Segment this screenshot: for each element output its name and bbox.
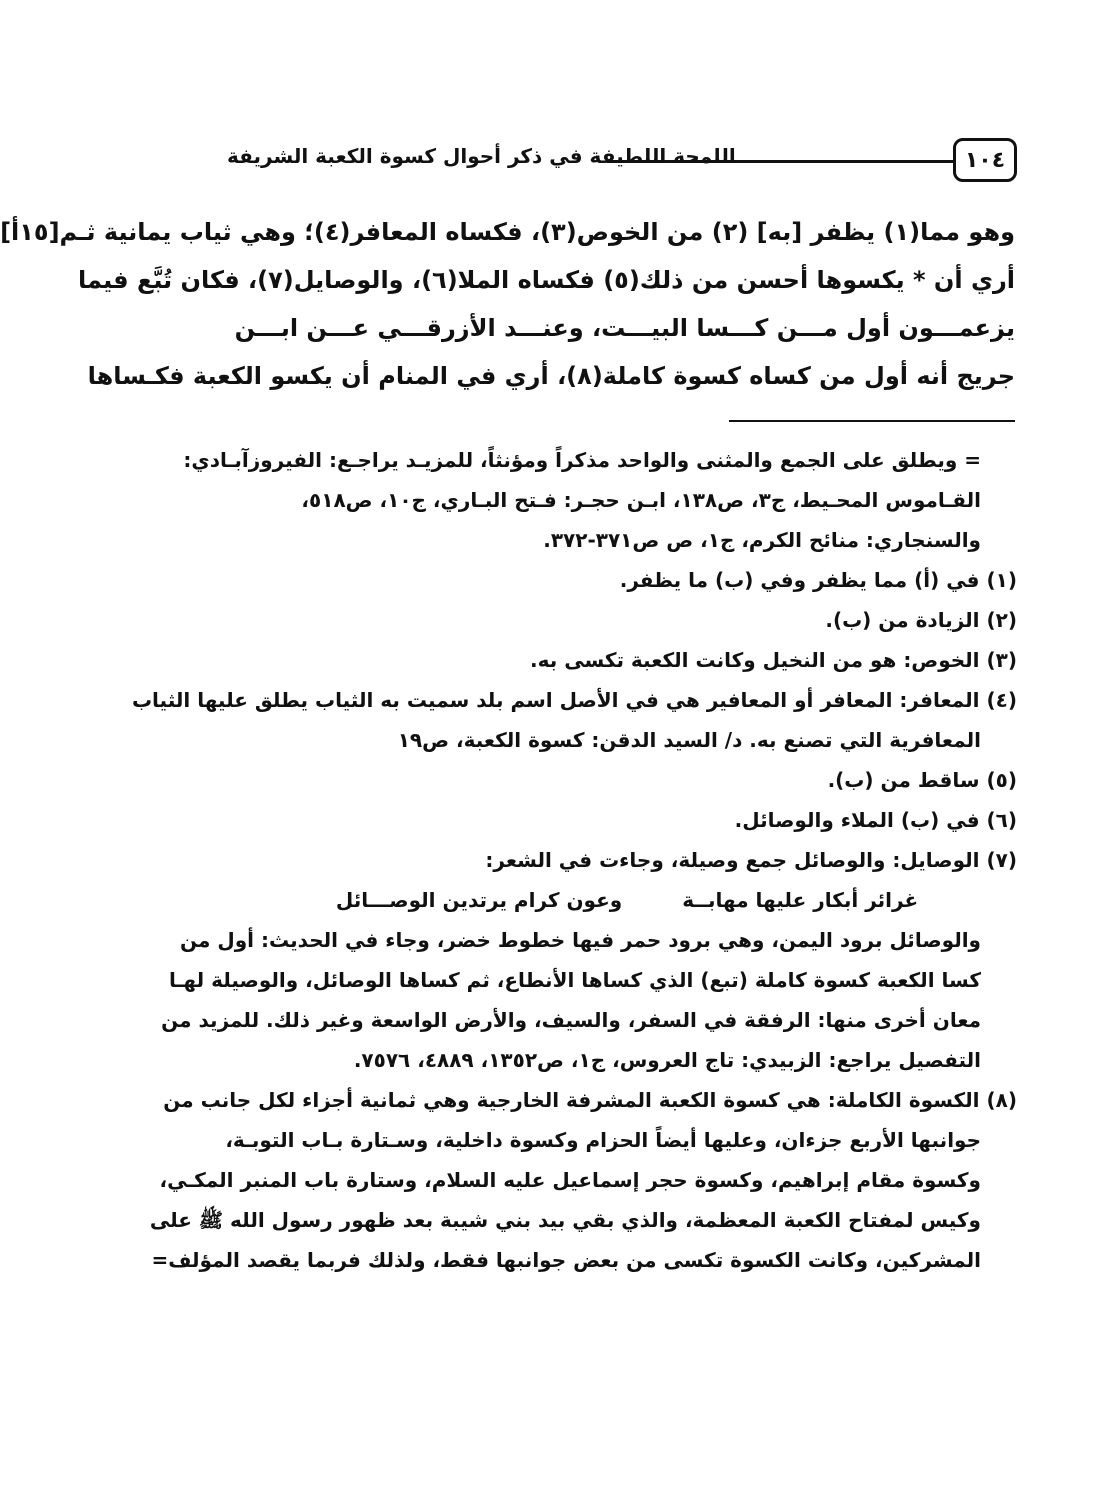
running-title: اللمحة اللطيفة في ذكر أحوال كسوة الكعبة الشريفة bbox=[227, 144, 736, 168]
footnote-continuation: = ويطلق على الجمع والمثنى والواحد مذكراً ومؤنثاً، للمزيـد يراجـع: الفيروزآبـادي: bbox=[183, 448, 981, 472]
footnote-7-cont: معان أخرى منها: الرفقة في السفر، والسيف، والأرض الواسعة وغير ذلك. للمزيد من bbox=[161, 1008, 981, 1032]
footnote-3: (٣) الخوص: هو من النخيل وكانت الكعبة تكسى به. bbox=[530, 648, 1017, 672]
page-number-box bbox=[953, 138, 1017, 182]
footnote-8-cont: المشركين، وكانت الكسوة تكسى من بعض جوانبها فقط، ولذلك فربما يقصد المؤلف= bbox=[151, 1248, 981, 1272]
footnote-8-cont: وكسوة مقام إبراهيم، وكسوة حجر إسماعيل عليه السلام، وستارة باب المنبر المكـي، bbox=[159, 1168, 981, 1192]
page-header bbox=[227, 138, 1017, 188]
verse-first-hemistich: غرائر أبكار عليها مهابــة bbox=[682, 888, 919, 912]
footnote-7: (٧) الوصايل: والوصائل جمع وصيلة، وجاءت في الشعر: bbox=[485, 848, 1017, 872]
main-line: وهو مما(١) يظفر [به] (٢) من الخوص(٣)، فكساه المعافر(٤)؛ وهي ثياب يمانية ثـم[١٥أ] bbox=[0, 218, 1015, 246]
verse-second-hemistich: وعون كرام يرتدين الوصـــائل bbox=[335, 888, 623, 912]
footnote-continuation: القـاموس المحـيط، ج٣، ص١٣٨، ابـن حجـر: فـتح البـاري، ج١٠، ص٥١٨، bbox=[301, 488, 981, 512]
footnote-6: (٦) في (ب) الملاء والوصائل. bbox=[734, 808, 1017, 832]
footnote-4-cont: المعافرية التي تصنع به. د/ السيد الدقن: كسوة الكعبة، ص١٩ bbox=[397, 728, 981, 752]
footnote-2: (٢) الزيادة من (ب). bbox=[825, 608, 1017, 632]
footnote-continuation: والسنجاري: منائح الكرم، ج١، ص ص٣٧١-٣٧٢. bbox=[543, 528, 981, 552]
footnote-7-cont: كسا الكعبة كسوة كاملة (تبع) الذي كساها الأنطاع، ثم كساها الوصائل، والوصيلة لهـا bbox=[169, 968, 981, 992]
footnote-divider bbox=[729, 420, 1015, 422]
main-line: أري أن * يكسوها أحسن من ذلك(٥) فكساه الملا(٦)، والوصايل(٧)، فكان تُبَّع فيما bbox=[77, 266, 1015, 294]
main-line: جريج أنه أول من كساه كسوة كاملة(٨)، أري في المنام أن يكسو الكعبة فكـساها bbox=[87, 362, 1015, 390]
footnote-1: (١) في (أ) مما يظفر وفي (ب) ما يظفر. bbox=[619, 568, 1017, 592]
footnote-7-cont: التفصيل يراجع: الزبيدي: تاج العروس، ج١، ص١٣٥٢، ٤٨٨٩، ٧٥٧٦. bbox=[353, 1048, 981, 1072]
footnote-8-cont: وكيس لمفتاح الكعبة المعظمة، والذي بقي بيد بني شيبة بعد ظهور رسول الله ﷺ على bbox=[149, 1208, 981, 1232]
poem-verse bbox=[237, 880, 1017, 920]
footnotes bbox=[131, 440, 1017, 1280]
footnote-8-cont: جوانبها الأربع جزءان، وعليها أيضاً الحزام وكسوة داخلية، وسـتارة بـاب التوبـة، bbox=[225, 1128, 981, 1152]
page-number: ١٠٤ bbox=[964, 147, 1006, 173]
main-text bbox=[0, 208, 1015, 400]
main-line: يزعمـــون أول مـــن كـــسا البيـــت، وعنـــد الأزرقـــي عـــن ابـــن bbox=[234, 314, 1015, 342]
footnote-8: (٨) الكسوة الكاملة: هي كسوة الكعبة المشرفة الخارجية وهي ثمانية أجزاء لكل جانب من bbox=[163, 1088, 1017, 1112]
footnote-4: (٤) المعافر: المعافر أو المعافير هي في الأصل اسم بلد سميت به الثياب يطلق عليها الثياب bbox=[131, 688, 1017, 712]
footnote-7-cont: والوصائل برود اليمن، وهي برود حمر فيها خطوط خضر، وجاء في الحديث: أول من bbox=[180, 928, 981, 952]
footnote-5: (٥) ساقط من (ب). bbox=[827, 768, 1017, 792]
